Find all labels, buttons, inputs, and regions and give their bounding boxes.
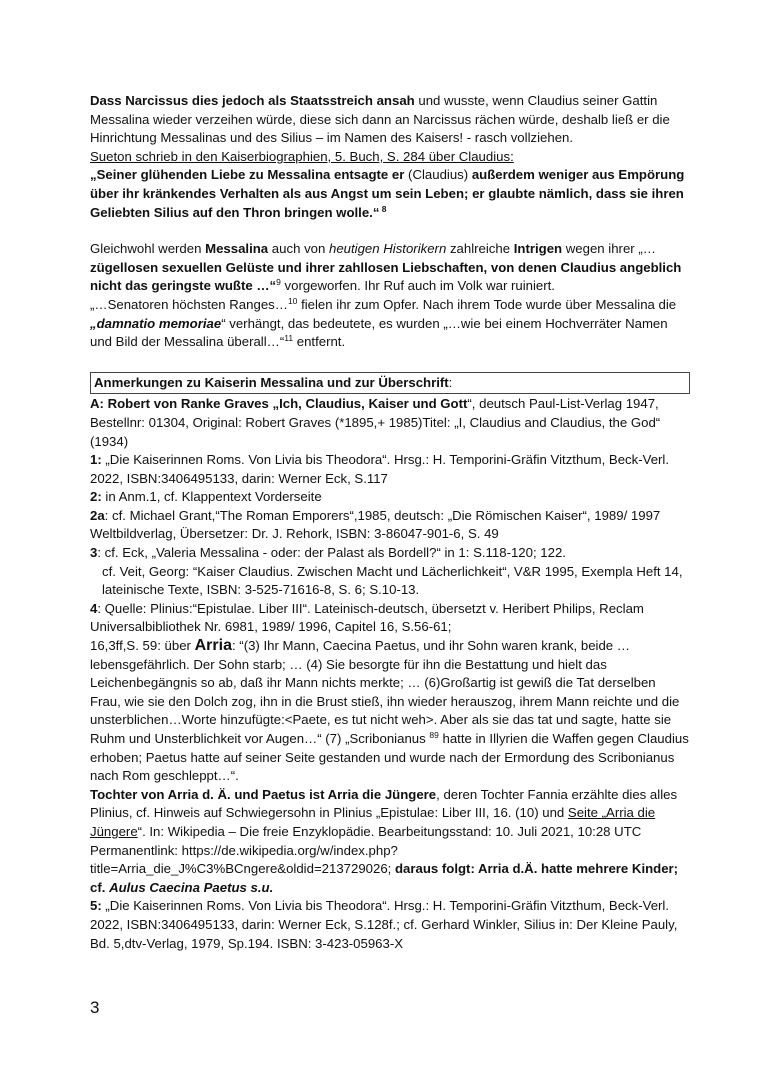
note-a bbox=[90, 395, 690, 451]
bold-phrase: Tochter von Arria d. Ä. und Paetus ist Arria die Jüngere bbox=[90, 786, 437, 802]
sueton-reference bbox=[90, 148, 690, 167]
footnote-ref: 10 bbox=[287, 295, 298, 306]
text-run: wegen ihrer „… bbox=[562, 241, 656, 257]
notes-heading: Anmerkungen zu Kaiserin Messalina und zur Überschrift bbox=[94, 374, 449, 390]
note-1 bbox=[90, 451, 690, 488]
note-label: 4 bbox=[90, 600, 98, 616]
spacer bbox=[90, 352, 690, 370]
spacer bbox=[90, 222, 690, 240]
note-text: cf. Veit, Georg: “Kaiser Claudius. Zwischen Macht und Lächerlichkeit“, V&R 1995, Exempla Heft 14, lateinische Texte, ISBN: 3-525-71616-8, S. 6; S.10-13. bbox=[102, 563, 683, 598]
note-label: A: Robert von Ranke Graves „Ich, Claudius, Kaiser und Gott bbox=[90, 396, 468, 412]
note-permalink bbox=[90, 842, 690, 898]
permalink-text: Permanentlink: https://de.wikipedia.org/w/index.php?title=Arria_die_J%C3%BCngere&oldid=213729026; bbox=[90, 842, 398, 877]
paragraph-senators bbox=[90, 296, 690, 352]
note-label: 3 bbox=[90, 545, 98, 561]
note-text: 16,3ff,S. 59: über bbox=[90, 638, 195, 654]
note-text: : cf. Eck, „Valeria Messalina - oder: der Palast als Bordell?“ in 1: S.118-120; 122. bbox=[97, 545, 566, 561]
note-text: : cf. Michael Grant,“The Roman Emporers“,1985, deutsch: „Die Römischen Kaiser“, 1989/ 1997 Weltbildverlag, Übersetzer: Dr. J. Rehork, ISBN: 3-86047-901-6, S. 49 bbox=[90, 507, 661, 542]
text-run: auch von bbox=[268, 241, 329, 257]
wiki-link[interactable]: Seite „Arria die Jüngere bbox=[90, 805, 656, 839]
note-label: 5: bbox=[90, 898, 102, 914]
footnote-ref: 11 bbox=[284, 333, 294, 344]
note-4 bbox=[90, 600, 690, 637]
quote-bold: außerdem weniger aus Empörung über ihr kränkendes Verhalten als aus Angst um sein Leben; er glaubte nämlich, dass sie ihren Geliebten Silius auf den Thron bringen wolle.“ bbox=[90, 167, 685, 220]
note-label: 2a bbox=[90, 507, 105, 523]
quote-bold: „Seiner glühenden Liebe zu Messalina entsagte er bbox=[90, 167, 405, 183]
note-text: : Quelle: Plinius:“Epistulae. Liber III“. Lateinisch-deutsch, übersetzt v. Heribert Philips, Reclam Universalbibliothek Nr. 6981, 1989/ 1996, Capitel 16, S.56-61; bbox=[90, 600, 644, 635]
note-text: in Anm.1, cf. Klappentext Vorderseite bbox=[101, 489, 322, 505]
text-run: und wusste, wenn Claudius seiner Gattin Messalina wieder verzeihen würde, diese sich dann an Narcissus rächen würde, deshalb ließ er die Hinrichtung Messalinas und des Silius – im Namen des Kaisers! - rasch vollziehen. bbox=[90, 93, 670, 146]
text-run: Gleichwohl werden bbox=[90, 241, 206, 257]
page-number: 3 bbox=[90, 998, 100, 1017]
note-tochter bbox=[90, 786, 690, 842]
text-run: entfernt. bbox=[293, 334, 346, 350]
italic-phrase: heutigen Historikern bbox=[329, 241, 447, 257]
note-text: hatte in Illyrien die Waffen gegen Claudius erhoben; Paetus hatte auf seiner Seite gestanden und wurde nach der Ermordung des Scribonianus nach Rom geschleppt…“. bbox=[90, 731, 689, 784]
note-text: : “(3) Ihr Mann, Caecina Paetus, und ihr Sohn waren krank, beide …lebensgefährlich. Der Sohn starb; … (4) Sie besorgte für ihn die Bestattung und hielt das Leichenbegängnis so ab, daß ihr Mann nichts merkte; … (6)Großartig ist gewiß die Tat derselben Frau, wie sie den Dolch zog, ihn in die Brust stieß, ihn wieder herauszog, ihrem Mann reichte und die unsterblichen…Worte hinzufügte:<Paete, es tut nicht weh>. Aber als sie das tat und sagte, hatte sie Ruhm und Unsterblichkeit vor Augen…“ (7) „Scribonianus bbox=[90, 638, 680, 746]
note-text: „Die Kaiserinnen Roms. Von Livia bis Theodora“. Hrsg.: H. Temporini-Gräfin Vitzthum, Beck-Verl. 2022, ISBN:3406495133, darin: Werner Eck, S.117 bbox=[90, 452, 670, 486]
text-run: “ verhängt, das bedeutete, es wurden „…wie bei einem Hochverräter Namen und Bild der Messalina überall…“ bbox=[90, 315, 668, 350]
note-text: “, deutsch Paul-List-Verlag 1947, Bestellnr: 01304, Original: Robert Graves (*1895,+ 1985)Titel: „I, Claudius and Claudius, the God“ (1934) bbox=[90, 396, 661, 449]
bold-italic-term: „damnatio memoriae bbox=[90, 315, 222, 331]
note-2 bbox=[90, 488, 690, 507]
bold-phrase: Dass Narcissus dies jedoch als Staatsstreich ansah bbox=[90, 93, 415, 108]
text-run: „…Senatoren höchsten Ranges… bbox=[90, 296, 288, 312]
paragraph-narcissus bbox=[90, 92, 690, 148]
note-2a bbox=[90, 507, 690, 544]
text-run: fielen ihr zum Opfer. Nach ihrem Tode wurde über Messalina die bbox=[297, 296, 677, 312]
footnote-ref: 9 bbox=[276, 277, 281, 288]
text-run: : bbox=[448, 374, 453, 390]
document-body bbox=[90, 92, 690, 953]
note-5 bbox=[90, 897, 690, 953]
bold-word: Intrigen bbox=[513, 241, 563, 257]
note-3 bbox=[90, 544, 690, 563]
bold-word: Messalina bbox=[205, 241, 269, 257]
underlined-source: Sueton schrieb in den Kaiserbiographien, 5. Buch, S. 284 über Claudius: bbox=[90, 148, 514, 164]
note-text: , deren Tochter Fannia erzählte dies alles Plinius, cf. Hinweis auf Schwiegersohn in Plinius „Epistulae: Liber III, 16. (10) und bbox=[90, 786, 678, 821]
text-run: vorgeworfen. Ihr Ruf auch im Volk war ruiniert. bbox=[280, 278, 555, 294]
note-label: 2: bbox=[90, 489, 102, 505]
sueton-quote bbox=[90, 166, 690, 222]
quote-insert: (Claudius) bbox=[404, 167, 472, 183]
text-run: zahlreiche bbox=[446, 241, 514, 257]
note-text: “. In: Wikipedia – Die freie Enzyklopädie. Bearbeitungsstand: 10. Juli 2021, 10:28 UTC bbox=[137, 823, 642, 839]
arria-name: Arria bbox=[194, 637, 232, 655]
bold-quote: zügellosen sexuellen Gelüste und ihrer zahllosen Liebschaften, von denen Claudius angeblich nicht das geringste wußte …“ bbox=[90, 259, 682, 294]
note-text: „Die Kaiserinnen Roms. Von Livia bis Theodora“. Hrsg.: H. Temporini-Gräfin Vitzthum, Beck-Verl. 2022, ISBN:3406495133, darin: Werner Eck, S.128f.; cf. Gerhard Winkler, Silius in: Der Kleine Pauly, Bd. 5,dtv-Verlag, 1979, Sp.194. ISBN: 3-423-05963-X bbox=[90, 898, 678, 951]
notes-heading-box bbox=[90, 372, 690, 395]
note-3-cont bbox=[90, 563, 690, 600]
footnote-ref: 89 bbox=[429, 730, 439, 740]
bold-italic-term: Aulus Caecina Paetus s.u. bbox=[109, 879, 274, 895]
footnote-ref: 8 bbox=[379, 203, 387, 214]
note-label: 1: bbox=[90, 452, 102, 468]
paragraph-historians bbox=[90, 240, 690, 296]
note-4-quote bbox=[90, 637, 690, 786]
bold-phrase: daraus folgt: Arria d.Ä. hatte mehrere Kinder; cf. bbox=[90, 861, 679, 895]
